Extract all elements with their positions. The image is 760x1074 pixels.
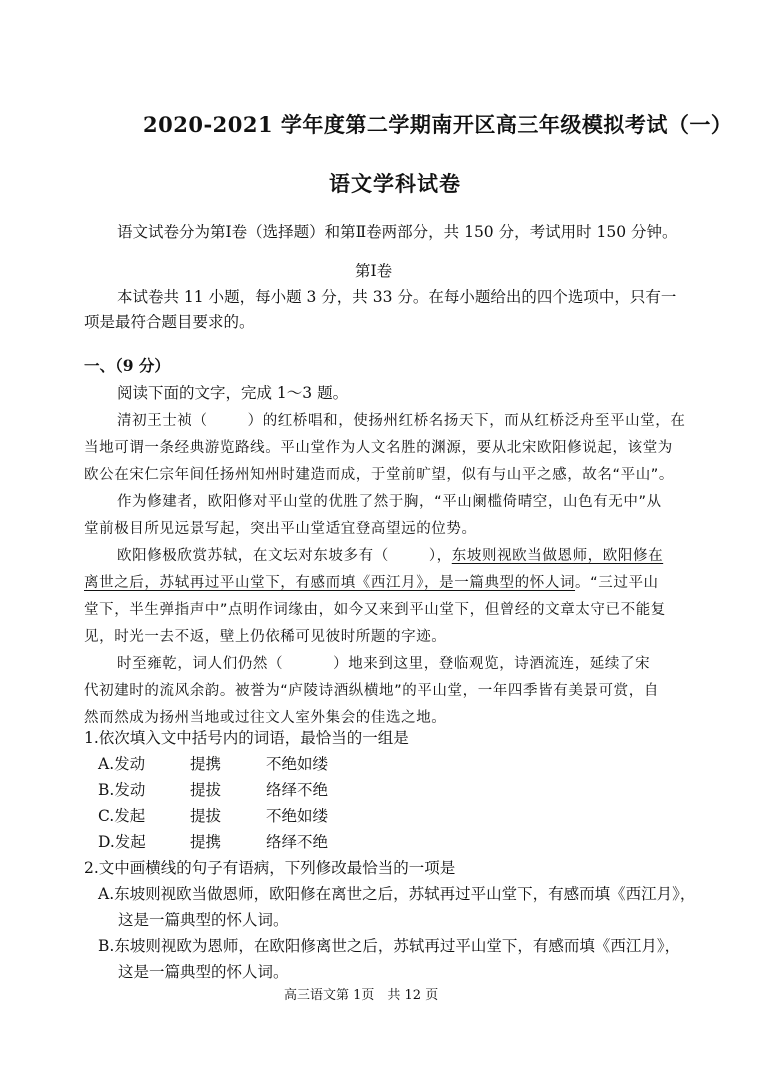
volume-desc-line1: 本试卷共 11 小题，每小题 3 分，共 33 分。在每小题给出的四个选项中，只有一 — [117, 288, 677, 306]
passage-p1-line2: 当地可谓一条经典游览路线。平山堂作为人文名胜的渊源，要从北宋欧阳修说起，该堂为 — [84, 440, 673, 456]
passage-p1-line3: 欧公在宋仁宗年间任扬州知州时建造而成，于堂前旷望，似有与山平之感，故名“平山”。 — [84, 467, 675, 483]
passage-p4-line1: 时至雍乾，词人们仍然（ ）地来到这里，登临观览，诗酒流连，延续了宋 — [117, 656, 651, 672]
passage-p4-line3: 然而然成为扬州当地或过往文人室外集会的佳选之地。 — [84, 710, 447, 726]
passage-p2-line2: 堂前极目所见远景写起，突出平山堂适宜登高望远的位势。 — [84, 521, 477, 537]
passage-p4-line2: 代初建时的流风余韵。被誉为“庐陵诗酒纵横地”的平山堂，一年四季皆有美景可赏，自 — [84, 683, 659, 699]
question-2-option-b-line1: B.东坡则视欧为恩师，在欧阳修离世之后，苏轼再过平山堂下，有感而填《西江月》， — [98, 937, 681, 955]
question-2-option-b-line2: 这是一篇典型的怀人词。 — [118, 963, 289, 981]
passage-p1-line1: 清初王士祯（ ）的红桥唱和，使扬州红桥名扬天下，而从红桥泛舟至平山堂，在 — [117, 413, 686, 429]
section-instruction: 阅读下面的文字，完成 1～3 题。 — [117, 384, 349, 402]
passage-p3-line1: 欧阳修极欣赏苏轼，在文坛对东坡多有（ ），东坡则视欧当做恩师，欧阳修在 — [117, 548, 664, 564]
passage-p3-line2: 离世之后，苏轼再过平山堂下，有感而填《西江月》，是一篇典型的怀人词。“三过平山 — [84, 575, 659, 591]
exam-subtitle: 语文学科试卷 — [329, 171, 461, 196]
question-2-option-a-line2: 这是一篇典型的怀人词。 — [118, 911, 289, 929]
volume-desc-line2: 项是最符合题目要求的。 — [84, 313, 255, 331]
underlined-sentence-part2: 离世之后，苏轼再过平山堂下，有感而填《西江月》，是一篇典型的怀人词 — [84, 575, 576, 591]
passage-p3-line3: 堂下，半生弹指声中”点明作词缘由，如今又来到平山堂下，但曾经的文章太守已不能复 — [84, 602, 666, 618]
question-2-stem: 2.文中画横线的句子有语病，下列修改最恰当的一项是 — [84, 859, 456, 877]
section-heading: 一、（9 分） — [84, 356, 170, 375]
page-footer: 高三语文第 1页 共 12 页 — [284, 988, 439, 1003]
exam-title: 2020-2021 学年度第二学期南开区高三年级模拟考试（一） — [143, 112, 733, 137]
question-1-stem: 1.依次填入文中括号内的词语，最恰当的一组是 — [84, 729, 409, 747]
underlined-sentence-part1: 东坡则视欧当做恩师，欧阳修在 — [451, 548, 664, 564]
volume-heading: 第Ⅰ卷 — [355, 262, 393, 280]
exam-intro: 语文试卷分为第Ⅰ卷（选择题）和第Ⅱ卷两部分，共 150 分，考试用时 150 分钟。 — [117, 223, 678, 241]
passage-p3-line4: 见，时光一去不返，壁上仍依稀可见彼时所题的字迹。 — [84, 629, 447, 645]
passage-p2-line1: 作为修建者，欧阳修对平山堂的优胜了然于胸，“平山阑槛倚晴空，山色有无中”从 — [117, 494, 662, 510]
question-2-option-a-line1: A.东坡则视欧当做恩师，欧阳修在离世之后，苏轼再过平山堂下，有感而填《西江月》， — [98, 885, 696, 903]
exam-page: 2020-2021 学年度第二学期南开区高三年级模拟考试（一） 语文学科试卷 语文试卷分为第Ⅰ卷（选择题）和第Ⅱ卷两部分，共 150 分，考试用时 150 分钟。 第Ⅰ卷 本试卷共 11 小题，每小题 3 分，共 33 分。在每小题给出的四个选项中，只有一 项是最符合题目要求的。 一、（9 分） 阅读下面的文字，完成 1～3 题。 清初王士祯（ ）的红桥唱和，使扬州红桥名扬天下，而从红桥泛舟至平山堂，在 当地可谓一条经典游览路线。平山堂作为人文名胜的渊源，要从北宋欧阳修说起，该堂为 欧公在宋仁宗年间任扬州知州时建造而成，于堂前旷望，似有与山平之感，故名“平山”。 作为修建者，欧阳修对平山堂的优胜了然于胸，“平山阑槛倚晴空，山色有无中”从 堂前极目所见远景写起，突出平山堂适宜登高望远的位势。 欧阳修极欣赏苏轼，在文坛对东坡多有（ ），东坡则视欧当做恩师，欧阳修在 离世之后，苏轼再过平山堂下，有感而填《西江月》，是一篇典型的怀人词。“三过平山 堂下，半生弹指声中”点明作词缘由，如今又来到平山堂下，但曾经的文章太守已不能复 见，时光一去不返，壁上仍依稀可见彼时所题的字迹。 时至雍乾，词人们仍然（ ）地来到这里，登临观览，诗酒流连，延续了宋 代初建时的流风余韵。被誉为“庐陵诗酒纵横地”的平山堂，一年四季皆有美景可赏，自 然而然成为扬州当地或过往文人室外集会的佳选之地。 1.依次填入文中括号内的词语，最恰当的一组是 A.发动 提携 不绝如缕 B.发动 提拔 络绎不绝 C.发起 提拔 不绝如缕 D.发起 提携 络绎不绝 2.文中画横线的句子有语病，下列修改最恰当的一项是 A.东坡则视欧当做恩师，欧阳修在离世之后，苏轼再过平山堂下，有感而填《西江月》， 这是一篇典型的怀人词。 B.东坡则视欧为恩师，在欧阳修离世之后，苏轼再过平山堂下，有感而填《西江月》， 这是一篇典型的怀人词。 高三语文第 1页 共 12 页 — [0, 0, 760, 1074]
